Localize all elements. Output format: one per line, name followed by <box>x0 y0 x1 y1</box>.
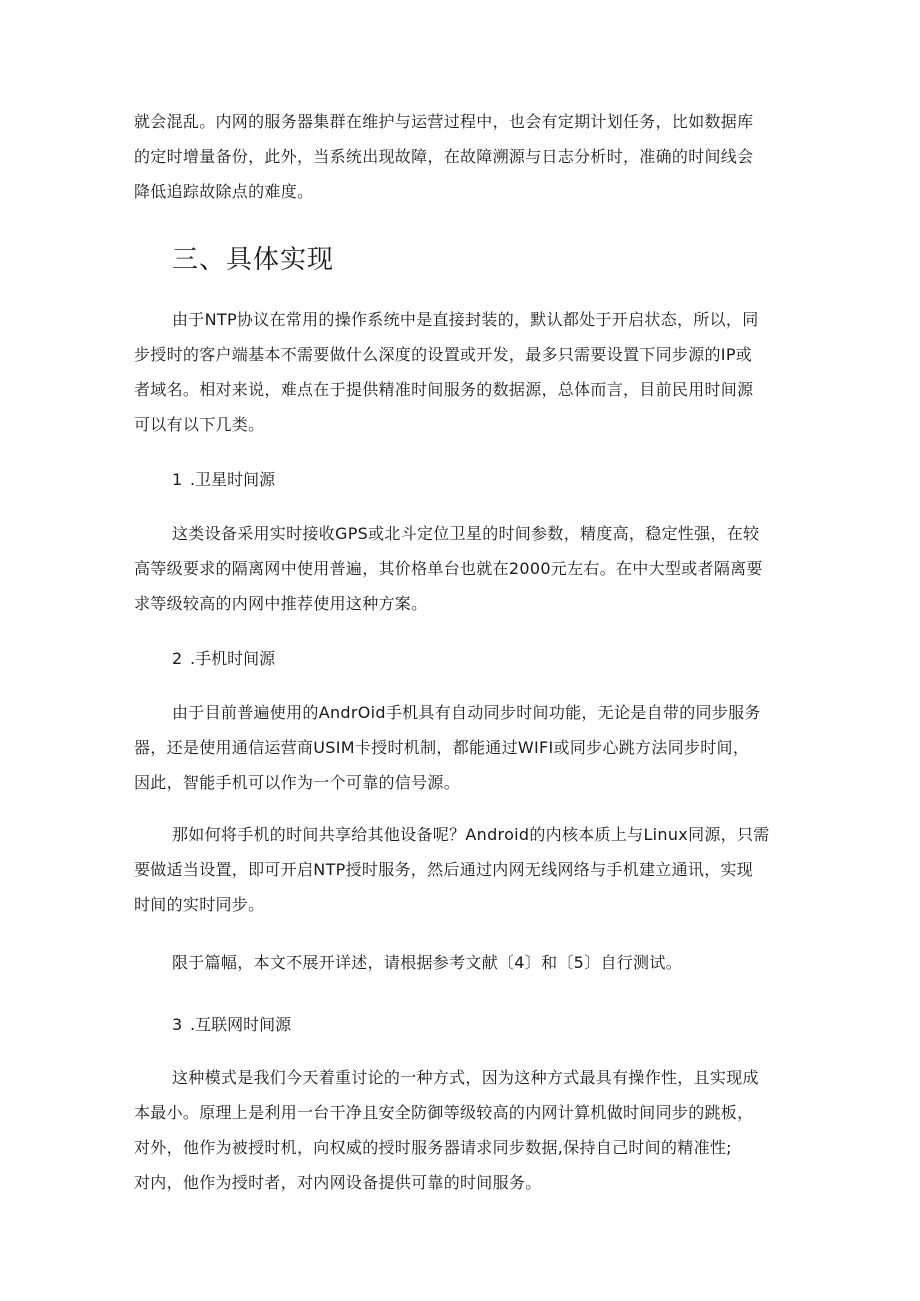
subheading-number: 1 <box>172 470 183 489</box>
text-line: 对外，他作为被授时机，向权威的授时服务器请求同步数据,保持自己时间的精准性; <box>134 1138 732 1157</box>
paragraph-intro <box>134 302 794 442</box>
text-line: 者域名。相对来说，难点在于提供精准时间服务的数据源，总体而言，目前民用时间源 <box>134 380 754 399</box>
subheading-number: 3 <box>172 1015 183 1034</box>
paragraph-continuation <box>134 104 794 209</box>
paragraph-phone-1 <box>134 695 794 800</box>
text-line: 要做适当设置，即可开启NTP授时服务，然后通过内网无线网络与手机建立通讯，实现 <box>134 860 754 879</box>
subheading-number: 2 <box>172 649 183 668</box>
text-line: 这种模式是我们今天着重讨论的一种方式，因为这种方式最具有操作性，且实现成 <box>172 1068 759 1087</box>
text-line: 由于NTP协议在常用的操作系统中是直接封装的，默认都处于开启状态，所以，同 <box>172 310 759 329</box>
subheading-title: .手机时间源 <box>190 649 276 668</box>
text-line: 高等级要求的隔离网中使用普遍，其价格单台也就在2000元左右。在中大型或者隔离要 <box>134 559 763 578</box>
text-line: 的定时增量备份，此外，当系统出现故障，在故障溯源与日志分析时，准确的时间线会 <box>134 147 754 166</box>
subheading-title: .互联网时间源 <box>190 1015 292 1034</box>
subheading-internet <box>172 1013 291 1037</box>
text-line: 求等级较高的内网中推荐使用这种方案。 <box>134 594 428 613</box>
text-line: 本最小。原理上是利用一台干净且安全防御等级较高的内网计算机做时间同步的跳板， <box>134 1103 754 1122</box>
text-line: 那如何将手机的时间共享给其他设备呢？Android的内核本质上与Linux同源，只需 <box>172 825 770 844</box>
subheading-satellite <box>172 468 275 492</box>
paragraph-internet <box>134 1060 794 1200</box>
text-line: 因此，智能手机可以作为一个可靠的信号源。 <box>134 773 461 792</box>
subheading-phone <box>172 647 275 671</box>
text-line: 时间的实时同步。 <box>134 895 265 914</box>
text-line: 由于目前普遍使用的AndrOid手机具有自动同步时间功能，无论是自带的同步服务 <box>172 703 761 722</box>
paragraph-phone-2 <box>134 817 794 922</box>
text-line: 降低追踪故除点的难度。 <box>134 182 314 201</box>
text-line: 限于篇幅，本文不展开详述，请根据参考文献〔4〕和〔5〕自行测试。 <box>172 953 682 972</box>
text-line: 这类设备采用实时接收GPS或北斗定位卫星的时间参数，精度高，稳定性强，在较 <box>172 524 760 543</box>
subheading-title: .卫星时间源 <box>190 470 276 489</box>
text-line: 器，还是使用通信运营商USIM卡授时机制，都能通过WIFI或同步心跳方法同步时间， <box>134 738 750 757</box>
section-heading: 三、具体实现 <box>172 245 335 275</box>
text-line: 对内，他作为授时者，对内网设备提供可靠的时间服务。 <box>134 1173 542 1192</box>
paragraph-satellite <box>134 516 794 621</box>
text-line: 就会混乱。内网的服务器集群在维护与运营过程中，也会有定期计划任务，比如数据库 <box>134 112 754 131</box>
paragraph-phone-3 <box>134 945 794 980</box>
text-line: 可以有以下几类。 <box>134 415 265 434</box>
text-line: 步授时的客户端基本不需要做什么深度的设置或开发，最多只需要设置下同步源的IP或 <box>134 345 753 364</box>
